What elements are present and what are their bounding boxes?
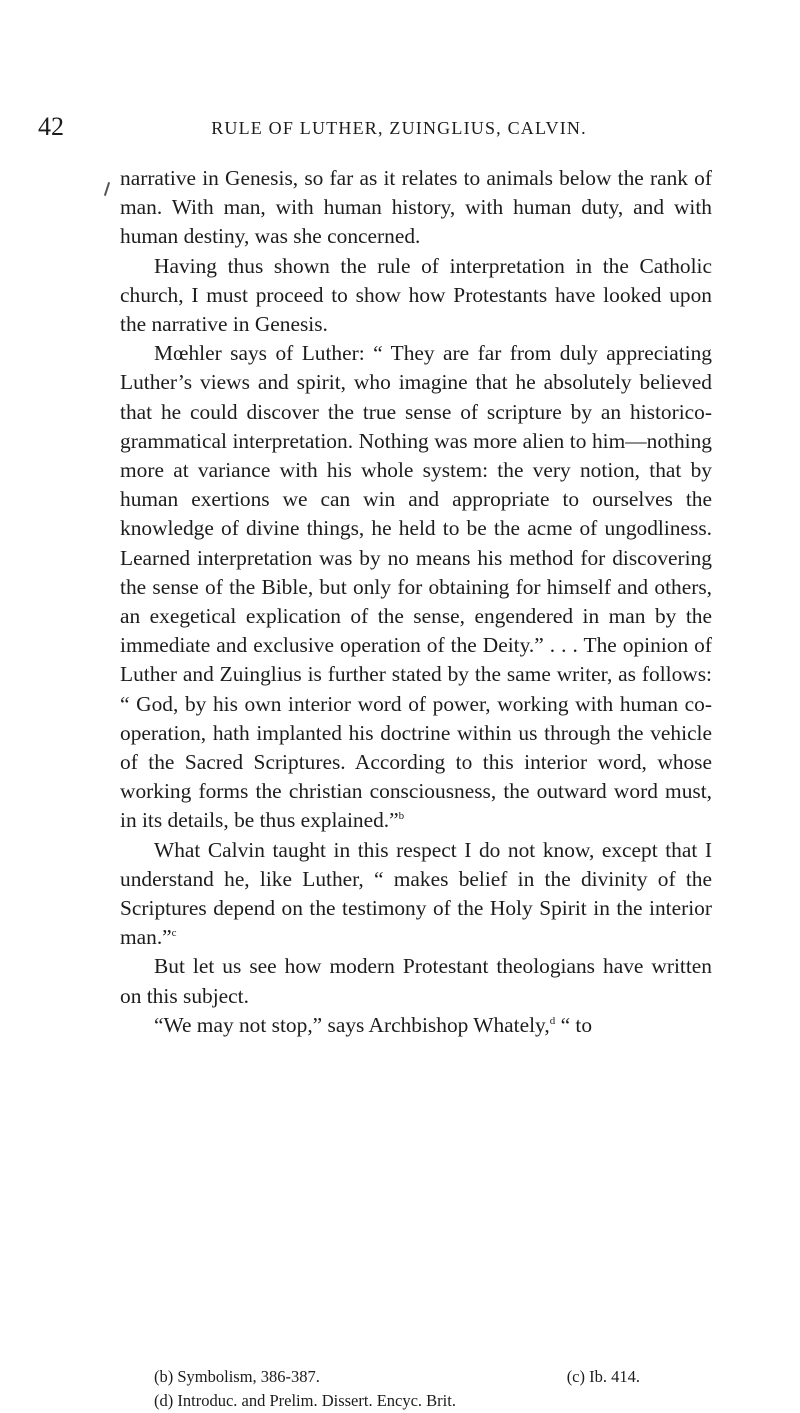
paragraph-text: “We may not stop,” says Archbishop Whately,	[154, 1012, 550, 1037]
paragraph	[120, 164, 712, 252]
body-text	[120, 164, 712, 1040]
footnote-row	[154, 1389, 714, 1413]
margin-pencil-mark	[104, 182, 110, 196]
paragraph-tail: “ to	[560, 1012, 593, 1037]
paragraph	[120, 339, 712, 835]
footnotes	[154, 1365, 714, 1413]
paragraph	[120, 252, 712, 340]
footnote-c: (c) Ib. 414.	[566, 1367, 640, 1386]
paragraph	[120, 1011, 712, 1040]
footnote-ref-c: c	[171, 927, 177, 940]
running-head	[38, 112, 700, 142]
running-title: RULE OF LUTHER, ZUINGLIUS, CALVIN.	[211, 118, 587, 138]
footnote-ref-d: d	[549, 1014, 556, 1027]
footnote-b: (b) Symbolism, 386-387.	[154, 1367, 320, 1386]
footnote-ref-b: b	[398, 810, 405, 823]
page-number: 42	[38, 112, 64, 141]
footnote-d: (d) Introduc. and Prelim. Dissert. Encyc. Brit.	[154, 1391, 456, 1410]
paragraph-text: What Calvin taught in this respect I do not know, except that I understand he, like Luther, “ makes belief in the divinity of the Scriptures depend on the testimony of the Holy Spirit in the interior man.”	[120, 837, 712, 950]
paragraph-text: Having thus shown the rule of interpretation in the Catholic church, I must proceed to show how Protestants have looked upon the narrative in Genesis.	[120, 253, 712, 337]
paragraph-text: narrative in Genesis, so far as it relates to animals below the rank of man. With man, with human history, with human duty, and with human destiny, was she concerned.	[120, 166, 712, 249]
footnote-row	[154, 1365, 714, 1389]
paragraph	[120, 952, 712, 1010]
paragraph-text: Mœhler says of Luther: “ They are far from duly appreciating Luther’s views and spirit, who imagine that he absolutely believed that he could discover the true sense of scripture by an historico-grammatical interpretation. Nothing was more alien to him—nothing more at variance with his whole system: the very notion, that by human exertions we can win and appropriate to ourselves the knowledge of divine things, he held to be the acme of ungodliness. Learned interpretation was by no means his method for discovering the sense of the Bible, but only for obtaining for himself and others, an exegetical explication of the sense, engendered in man by the immediate and exclusive operation of the Deity.” . . . The opinion of Luther and Zuinglius is further stated by the same writer, as follows: “ God, by his own interior word of power, working with human co-operation, hath implanted his doctrine within us through the vehicle of the Sacred Scriptures. According to this interior word, whose working forms the christian consciousness, the outward word must, in its details, be thus explained.”	[120, 341, 712, 833]
paragraph-text: But let us see how modern Protestant theologians have written on this subject.	[120, 954, 712, 1008]
paragraph	[120, 836, 712, 953]
